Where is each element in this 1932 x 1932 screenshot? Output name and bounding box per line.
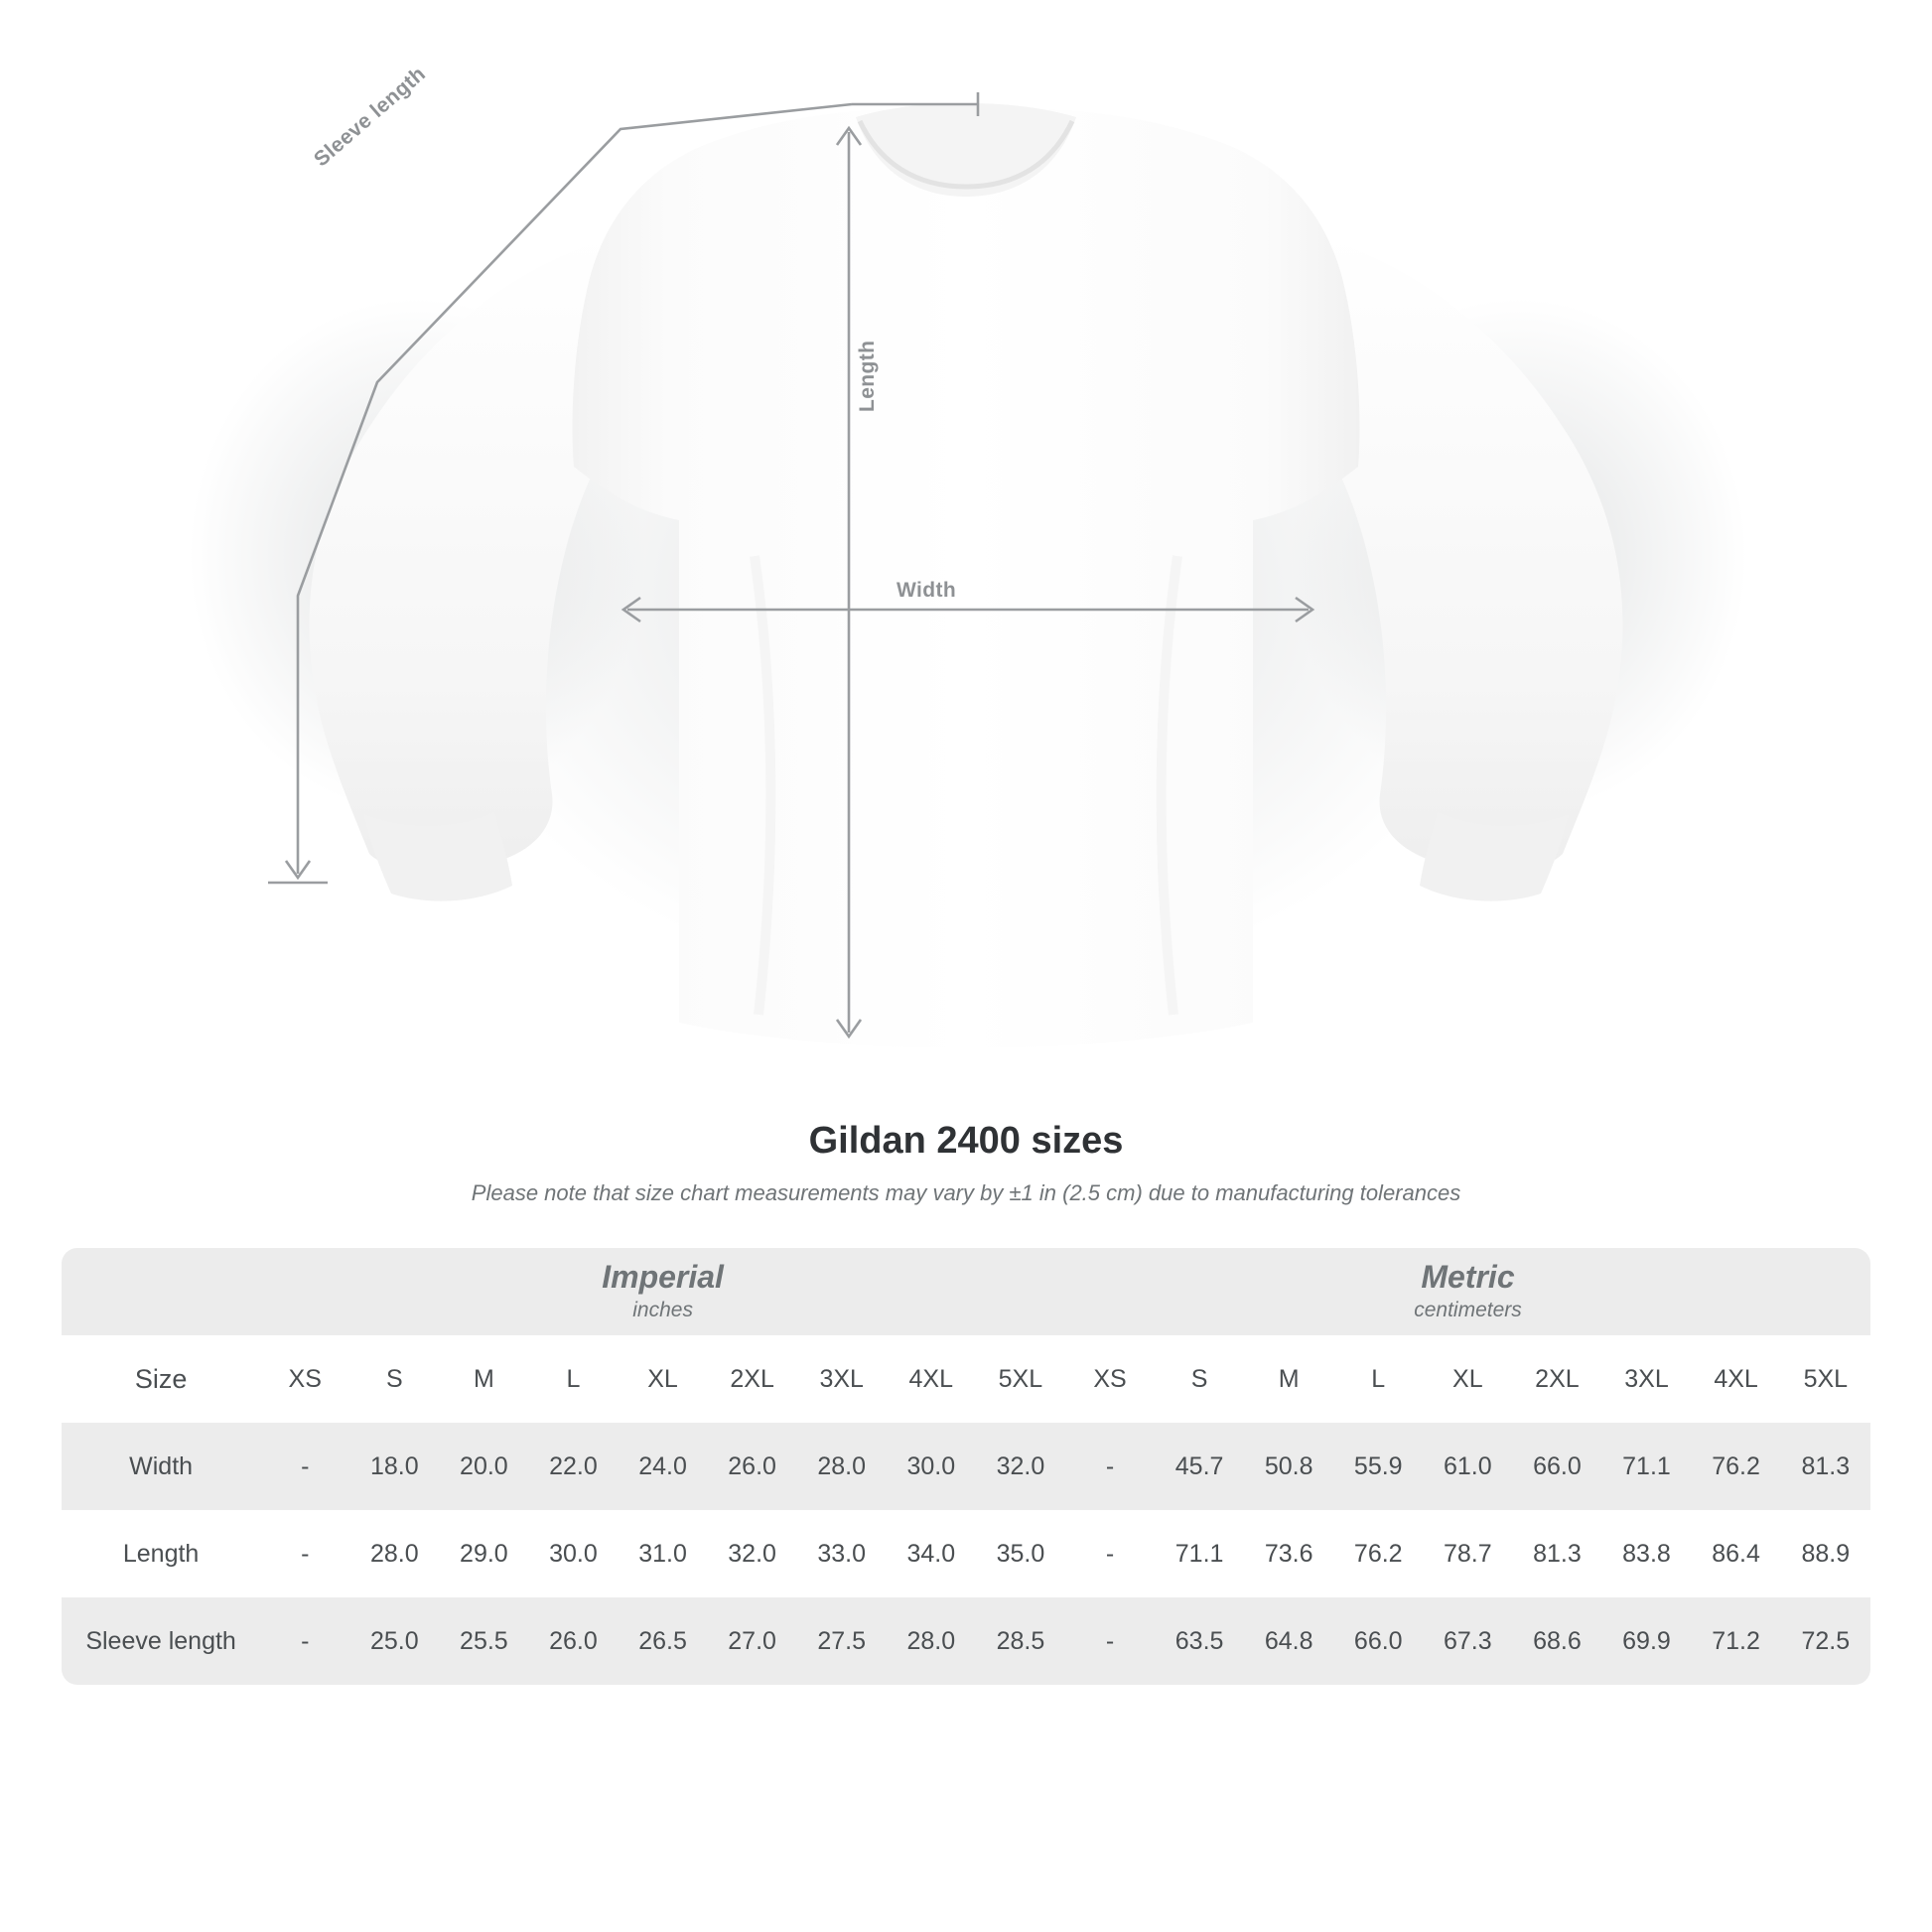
- cell-length-metric-m: 73.6: [1244, 1510, 1333, 1597]
- cell-sleeve-imperial-2xl: 27.0: [708, 1597, 797, 1685]
- size-header-imperial-xs: XS: [260, 1335, 349, 1423]
- size-header-imperial-5xl: 5XL: [976, 1335, 1065, 1423]
- size-table: [62, 1248, 1870, 1685]
- cell-length-imperial-xl: 31.0: [619, 1510, 708, 1597]
- cell-sleeve-imperial-3xl: 27.5: [797, 1597, 887, 1685]
- imperial-unit-sub: inches: [632, 1298, 693, 1321]
- cell-width-imperial-s: 18.0: [349, 1423, 439, 1510]
- cell-length-imperial-3xl: 33.0: [797, 1510, 887, 1597]
- cell-length-metric-l: 76.2: [1333, 1510, 1423, 1597]
- cell-length-metric-3xl: 83.8: [1601, 1510, 1691, 1597]
- cell-width-metric-l: 55.9: [1333, 1423, 1423, 1510]
- size-header-imperial-4xl: 4XL: [887, 1335, 976, 1423]
- cell-width-metric-5xl: 81.3: [1781, 1423, 1870, 1510]
- metric-unit-header: [1065, 1248, 1870, 1335]
- cell-sleeve-imperial-xs: -: [260, 1597, 349, 1685]
- cell-sleeve-metric-s: 63.5: [1155, 1597, 1244, 1685]
- size-header-metric-l: L: [1333, 1335, 1423, 1423]
- cell-sleeve-metric-l: 66.0: [1333, 1597, 1423, 1685]
- metric-unit-name: Metric: [1421, 1258, 1515, 1295]
- width-dimension-label: Width: [897, 579, 957, 602]
- cell-sleeve-imperial-4xl: 28.0: [887, 1597, 976, 1685]
- imperial-unit-header: [260, 1248, 1065, 1335]
- measurement-tolerance-note: Please note that size chart measurements may vary by ±1 in (2.5 cm) due to manufacturing tolerances: [471, 1180, 1461, 1205]
- cell-width-imperial-3xl: 28.0: [797, 1423, 887, 1510]
- cell-width-metric-m: 50.8: [1244, 1423, 1333, 1510]
- table-row: [62, 1510, 1870, 1597]
- length-dimension-label: Length: [856, 340, 879, 412]
- metric-unit-sub: centimeters: [1414, 1298, 1522, 1321]
- unit-row-corner: [62, 1248, 260, 1335]
- size-header-label: Size: [62, 1335, 260, 1423]
- table-row: [62, 1423, 1870, 1510]
- table-row: [62, 1597, 1870, 1685]
- cell-width-imperial-5xl: 32.0: [976, 1423, 1065, 1510]
- cell-length-metric-2xl: 81.3: [1512, 1510, 1601, 1597]
- cell-length-imperial-4xl: 34.0: [887, 1510, 976, 1597]
- cell-width-metric-xs: -: [1065, 1423, 1155, 1510]
- cell-length-imperial-xs: -: [260, 1510, 349, 1597]
- size-header-metric-s: S: [1155, 1335, 1244, 1423]
- cell-sleeve-imperial-5xl: 28.5: [976, 1597, 1065, 1685]
- size-header-metric-xs: XS: [1065, 1335, 1155, 1423]
- size-table-wrapper: [62, 1248, 1870, 1685]
- cell-length-imperial-s: 28.0: [349, 1510, 439, 1597]
- cell-sleeve-imperial-s: 25.0: [349, 1597, 439, 1685]
- size-header-row: [62, 1335, 1870, 1423]
- size-header-imperial-2xl: 2XL: [708, 1335, 797, 1423]
- cell-length-metric-xl: 78.7: [1423, 1510, 1512, 1597]
- title-block: [0, 1120, 1932, 1206]
- size-header-imperial-l: L: [528, 1335, 618, 1423]
- cell-width-metric-2xl: 66.0: [1512, 1423, 1601, 1510]
- cell-length-imperial-2xl: 32.0: [708, 1510, 797, 1597]
- size-header-metric-2xl: 2XL: [1512, 1335, 1601, 1423]
- cell-length-metric-s: 71.1: [1155, 1510, 1244, 1597]
- cell-length-metric-5xl: 88.9: [1781, 1510, 1870, 1597]
- size-header-imperial-3xl: 3XL: [797, 1335, 887, 1423]
- row-label-width: Width: [62, 1423, 260, 1510]
- row-label-length: Length: [62, 1510, 260, 1597]
- cell-width-metric-xl: 61.0: [1423, 1423, 1512, 1510]
- unit-header-row: [62, 1248, 1870, 1335]
- size-header-metric-3xl: 3XL: [1601, 1335, 1691, 1423]
- cell-width-metric-s: 45.7: [1155, 1423, 1244, 1510]
- page-title: Gildan 2400 sizes: [808, 1120, 1124, 1162]
- size-header-metric-4xl: 4XL: [1692, 1335, 1781, 1423]
- cell-sleeve-imperial-l: 26.0: [528, 1597, 618, 1685]
- cell-width-imperial-xl: 24.0: [619, 1423, 708, 1510]
- cell-width-imperial-m: 20.0: [439, 1423, 528, 1510]
- cell-width-imperial-4xl: 30.0: [887, 1423, 976, 1510]
- cell-length-imperial-l: 30.0: [528, 1510, 618, 1597]
- cell-sleeve-metric-m: 64.8: [1244, 1597, 1333, 1685]
- row-label-sleeve-length: Sleeve length: [62, 1597, 260, 1685]
- cell-length-imperial-m: 29.0: [439, 1510, 528, 1597]
- cell-sleeve-metric-2xl: 68.6: [1512, 1597, 1601, 1685]
- cell-sleeve-metric-4xl: 71.2: [1692, 1597, 1781, 1685]
- size-header-imperial-xl: XL: [619, 1335, 708, 1423]
- cell-sleeve-imperial-m: 25.5: [439, 1597, 528, 1685]
- cell-width-imperial-l: 22.0: [528, 1423, 618, 1510]
- cell-width-imperial-xs: -: [260, 1423, 349, 1510]
- cell-sleeve-metric-5xl: 72.5: [1781, 1597, 1870, 1685]
- cell-length-metric-xs: -: [1065, 1510, 1155, 1597]
- imperial-unit-name: Imperial: [602, 1258, 724, 1295]
- size-header-imperial-s: S: [349, 1335, 439, 1423]
- cell-length-metric-4xl: 86.4: [1692, 1510, 1781, 1597]
- cell-sleeve-imperial-xl: 26.5: [619, 1597, 708, 1685]
- cell-sleeve-metric-xs: -: [1065, 1597, 1155, 1685]
- cell-sleeve-metric-3xl: 69.9: [1601, 1597, 1691, 1685]
- sleeve-length-dimension-label: Sleeve length: [310, 62, 431, 172]
- cell-width-metric-4xl: 76.2: [1692, 1423, 1781, 1510]
- cell-width-metric-3xl: 71.1: [1601, 1423, 1691, 1510]
- size-header-metric-xl: XL: [1423, 1335, 1512, 1423]
- cell-sleeve-metric-xl: 67.3: [1423, 1597, 1512, 1685]
- cell-length-imperial-5xl: 35.0: [976, 1510, 1065, 1597]
- size-header-metric-m: M: [1244, 1335, 1333, 1423]
- size-header-imperial-m: M: [439, 1335, 528, 1423]
- cell-width-imperial-2xl: 26.0: [708, 1423, 797, 1510]
- size-header-metric-5xl: 5XL: [1781, 1335, 1870, 1423]
